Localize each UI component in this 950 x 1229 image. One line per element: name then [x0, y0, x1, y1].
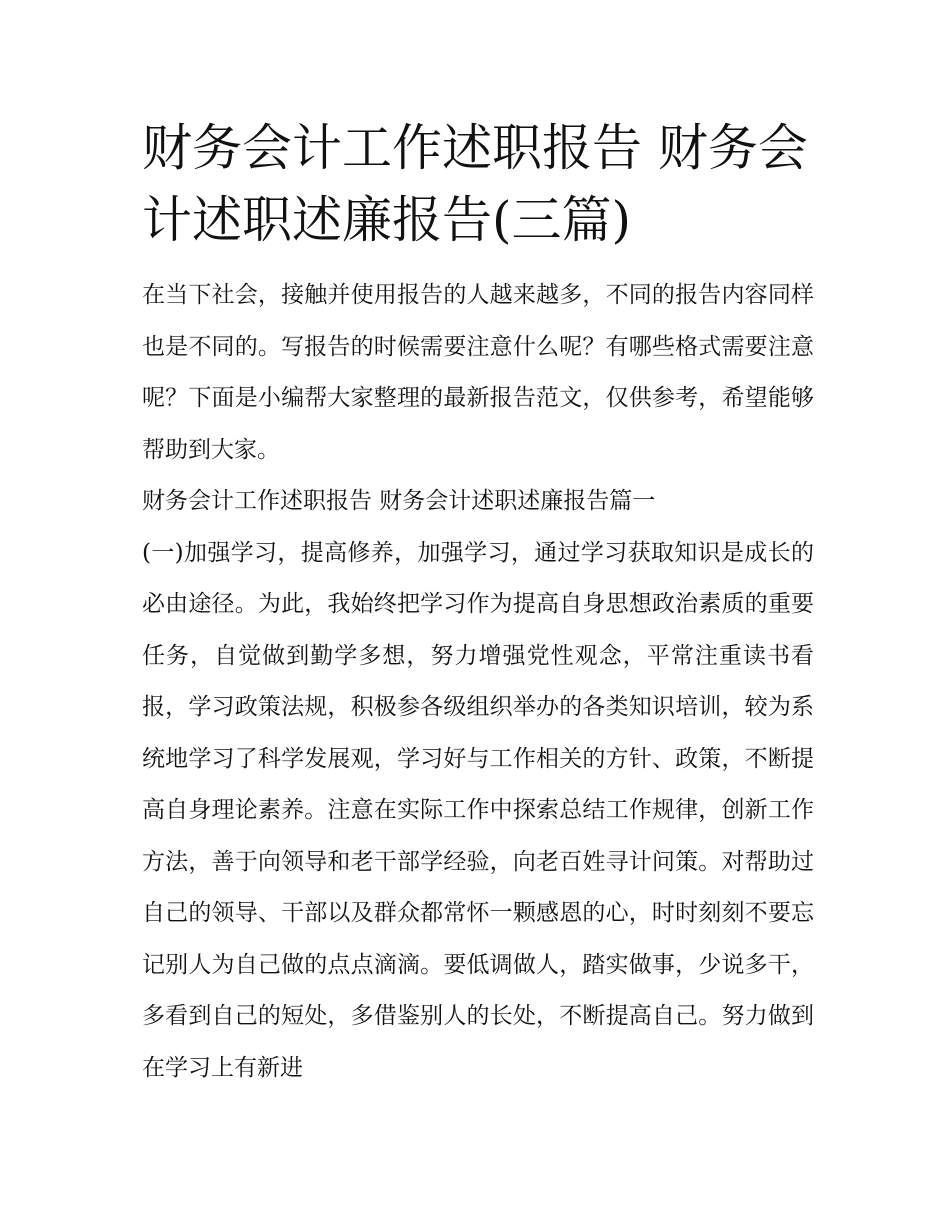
section-body-paragraph: (一)加强学习，提高修养，加强学习，通过学习获取知识是成长的必由途径。为此，我始终把学习作为提高自身思想政治素质的重要任务，自觉做到勤学多想，努力增强党性观念，平常注重读书看报，学习政策法规，积极参各级组织举办的各类知识培训，较为系统地学习了科学发展观，学习好与工作相关的方针、政策，不断提高自身理论素养。注意在实际工作中探索总结工作规律，创新工作方法，善于向领导和老干部学经验，向老百姓寻计问策。对帮助过自己的领导、干部以及群众都常怀一颗感恩的心，时时刻刻不要忘记别人为自己做的点点滴滴。要低调做人，踏实做事，少说多干，多看到自己的短处，多借鉴别人的长处，不断提高自己。努力做到在学习上有新进 [142, 539, 814, 1081]
document-title: 财务会计工作述职报告 财务会计述职述廉报告(三篇) [142, 119, 808, 249]
intro-paragraph: 在当下社会，接触并使用报告的人越来越多，不同的报告内容同样也是不同的。写报告的时候需要注意什么呢？有哪些格式需要注意呢？下面是小编帮大家整理的最新报告范文，仅供参考，希望能够帮助到大家。 [142, 282, 814, 463]
section-heading: 财务会计工作述职报告 财务会计述职述廉报告篇一 [142, 488, 656, 514]
document-content [142, 112, 814, 1094]
